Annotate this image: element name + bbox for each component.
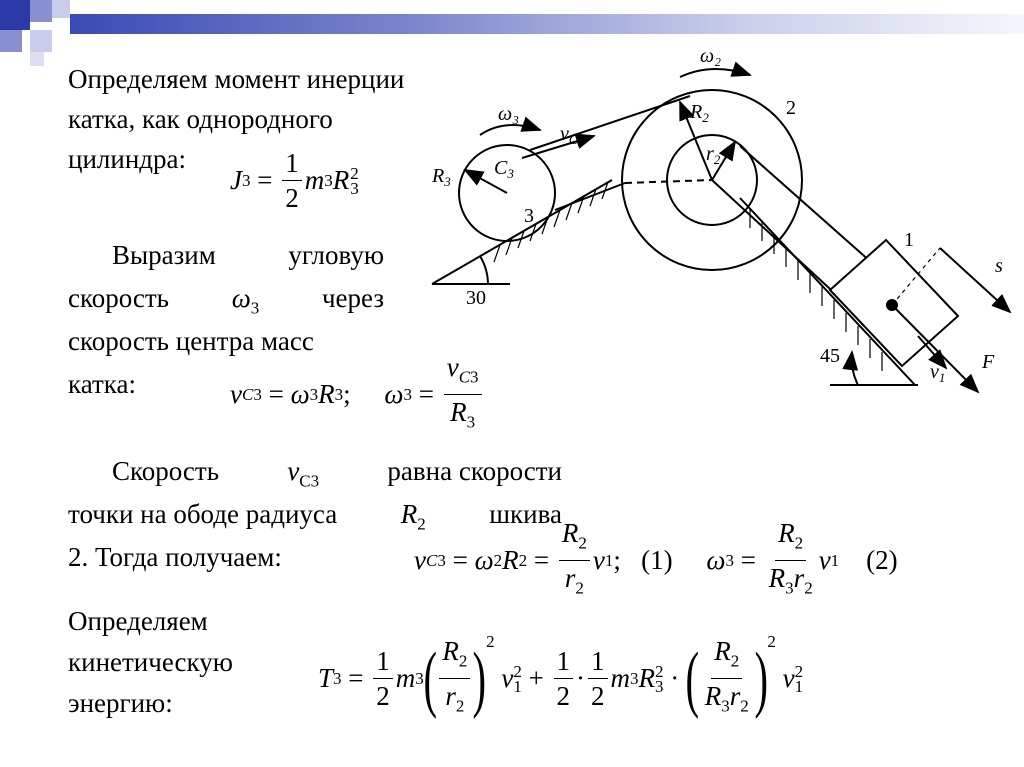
v1-label: $v_1$ bbox=[930, 361, 946, 385]
para-4-line-2: кинетическую bbox=[68, 647, 233, 677]
F-label: F bbox=[982, 351, 995, 373]
body-2-label: 2 bbox=[786, 97, 796, 119]
rope-dashed bbox=[625, 180, 712, 183]
para-4-line-1: Определяем bbox=[68, 606, 208, 636]
formula-eq-1-2: v C 3 = ω 2 R 2 = $\frac{R_2}{r_2}$ v 1 ; (1) ω 3 = $\frac{R_2}{R_3r_2}$ v 1 (2) bbox=[414, 518, 898, 598]
para-2-line-2: скорость $\omega_3$ через bbox=[68, 283, 384, 318]
para-1-line-3: цилиндра: bbox=[68, 144, 186, 174]
body-3-label: 3 bbox=[524, 205, 534, 227]
R3-label: $R_3$ bbox=[432, 165, 451, 189]
body-1-label: 1 bbox=[904, 229, 914, 251]
para-1-line-1: Определяем момент инерции bbox=[68, 64, 405, 94]
omega2-arrow bbox=[680, 69, 750, 77]
omega3-label: ω₃ bbox=[498, 103, 520, 125]
vC3-label: $v_{C3}$ bbox=[560, 123, 585, 147]
formula-kinetic-energy: T 3 = $\frac{1}{2}$ m 3 ( $\frac{R_2}{r_2}$ ) $^2$ v 2 1 + $\frac{1}{2}$ · $\frac{1}{2}$ m 3 R 2 3 · ( $\frac{R_2}{R_3r_2}$ ) $^2$ v 2 1 bbox=[318, 632, 804, 720]
r2-label: $r_2$ bbox=[706, 143, 721, 167]
para-2-line-4: катка: bbox=[68, 369, 136, 399]
formula-inertia: J 3 = $\frac{1}{2}$ m 3 R 2 3 bbox=[230, 148, 359, 213]
omega3-arrow bbox=[480, 125, 540, 135]
angle-45-arc bbox=[852, 352, 858, 385]
para-3-line-1: Скорость $v_{C3}$ равна скорости bbox=[112, 456, 562, 491]
eq-label-2: (2) bbox=[866, 545, 898, 576]
para-2-line-1: Выразим угловую bbox=[112, 240, 384, 270]
incline-hatch bbox=[494, 182, 608, 262]
para-3-line-2: точки на ободе радиуса $R_2$ шкива bbox=[68, 499, 562, 534]
para-1-line-2: катка, как однородного bbox=[68, 104, 333, 134]
rope-to-block-1 bbox=[740, 146, 880, 270]
para-4-line-3: энергию: bbox=[68, 688, 173, 718]
formula-velocity: v C 3 = ω 3 R 3 ; ω 3 = $\frac{v_{C3}}{R_3}$ bbox=[230, 352, 485, 438]
para-2-line-3: скорость центра масс bbox=[68, 326, 314, 356]
angle-30-arc bbox=[480, 256, 488, 284]
R2-label: $R_2$ bbox=[690, 101, 709, 125]
rope-to-block-2 bbox=[712, 180, 842, 300]
C3-label: $C_3$ bbox=[494, 157, 514, 181]
para-3-line-3: 2. Тогда получаем: bbox=[68, 542, 282, 572]
angle-30-label: 30 bbox=[466, 287, 486, 309]
s-label: s bbox=[995, 255, 1003, 277]
eq-label-1: (1) bbox=[641, 545, 673, 576]
angle-45-label: 45 bbox=[820, 345, 840, 367]
omega2-label: ω₂ bbox=[700, 45, 722, 67]
rope-upper bbox=[530, 96, 690, 150]
